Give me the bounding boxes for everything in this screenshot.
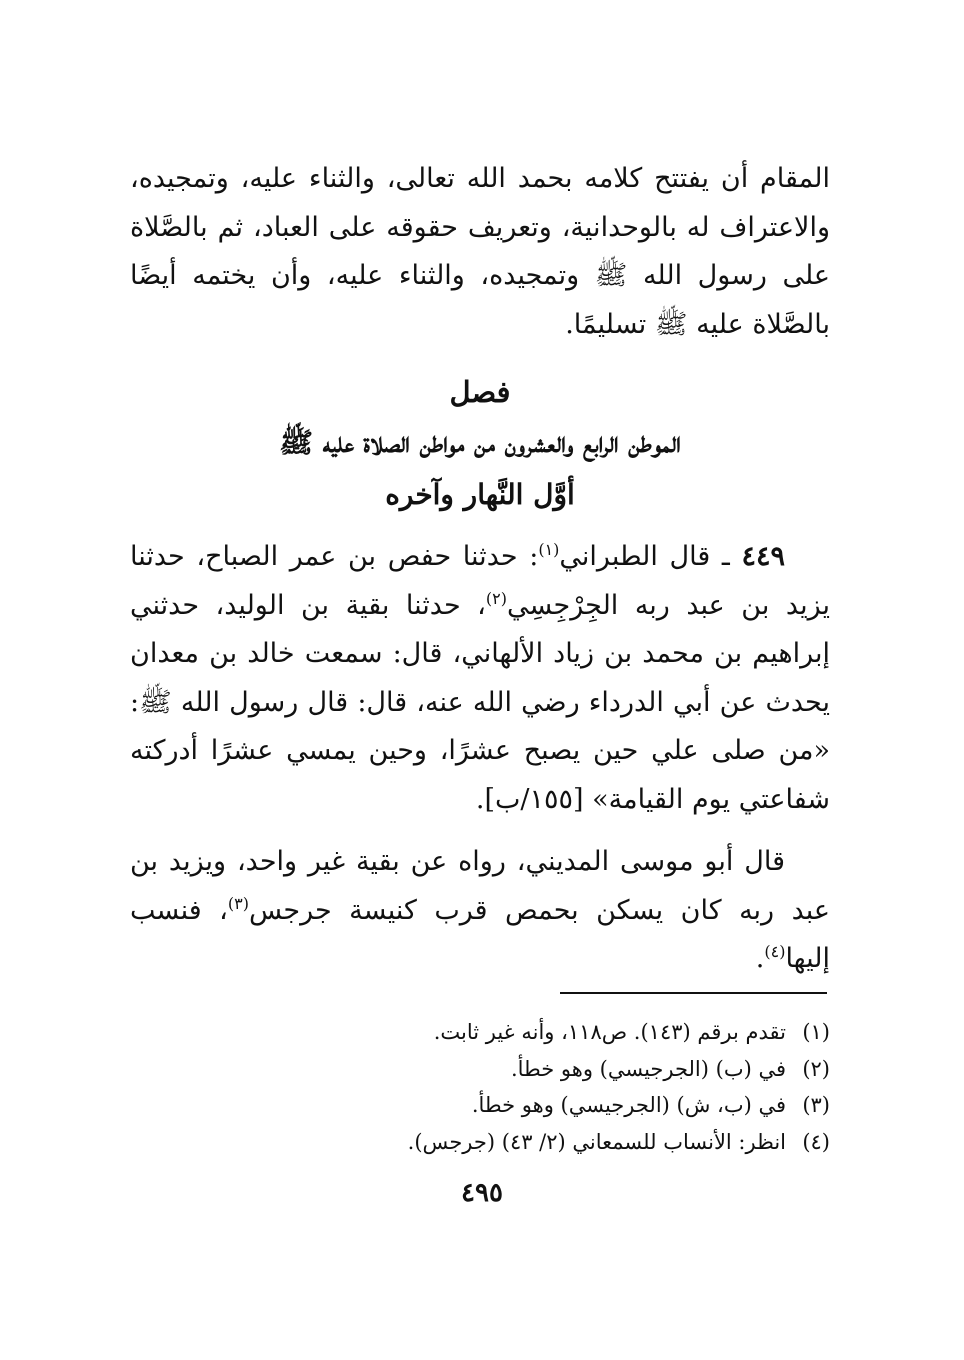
page-number: ٤٩٥ bbox=[461, 1178, 503, 1208]
footnote-ref-2[interactable]: (٢) bbox=[485, 588, 507, 608]
commentary-text-part2: ، فنسب إليها bbox=[130, 894, 830, 974]
commentary-paragraph bbox=[130, 838, 830, 984]
section-label: فصل bbox=[449, 375, 511, 409]
footnote-item bbox=[270, 1051, 830, 1088]
footnote-item bbox=[270, 1124, 830, 1161]
footnote-text: في (ب) (الجرجيسي) وهو خطأ. bbox=[510, 1056, 786, 1081]
hadith-number: ٤٤٩ bbox=[741, 541, 785, 572]
intro-paragraph: المقام أن يفتتح كلامه بحمد الله تعالى، والثناء عليه، وتمجيده، والاعتراف له بالوحدانية، وتعريف حقوقه على العباد، ثم بالصَّلاة على رسول الله ﷺ وتمجيده، والثناء عليه، وأن يختمه أيضًا بالصَّلاة عليه ﷺ تسليمًا. bbox=[130, 163, 830, 340]
footnote-item bbox=[270, 1014, 830, 1051]
footnote-number: (٣) bbox=[802, 1093, 830, 1117]
hadith-text-part2: : حدثنا حفص بن عمر الصباح، حدثنا يزيد بن عبد ربه الجِرْجِسِي bbox=[130, 541, 830, 621]
section-title-line1: الموطن الرابع والعشرون من مواطن الصلاة عليه ﷺ bbox=[279, 426, 681, 459]
footnote-number: (٤) bbox=[802, 1129, 830, 1154]
footnote-text: تقدم برقم (١٤٣). ص١١٨، وأنه غير ثابت. bbox=[433, 1020, 786, 1044]
footnote-number: (١) bbox=[802, 1020, 830, 1044]
footnotes bbox=[270, 1014, 830, 1160]
section-title-line2: أوَّل النَّهار وآخره bbox=[385, 478, 575, 511]
footnote-ref-3[interactable]: (٣) bbox=[227, 893, 249, 913]
hadith-text-part1: ـ قال الطبراني bbox=[559, 541, 742, 572]
footnote-separator bbox=[560, 992, 827, 994]
footnote-ref-4[interactable]: (٤) bbox=[764, 942, 786, 961]
footnote-number: (٢) bbox=[802, 1056, 830, 1081]
hadith-paragraph bbox=[130, 533, 830, 824]
footnote-text: في (ب، ش) (الجرجيسي) وهو خطأ. bbox=[471, 1093, 786, 1117]
commentary-text-part3: . bbox=[755, 943, 765, 974]
commentary-text-part1: قال أبو موسى المديني، رواه عن بقية غير واحد، ويزيد بن عبد ربه كان يسكن بحمص قرب كنيسة جرجس bbox=[130, 846, 831, 926]
footnote-ref-1[interactable]: (١) bbox=[538, 540, 560, 559]
footnote-text: انظر: الأنساب للسمعاني (٢/ ٤٣) (جرجس). bbox=[407, 1129, 786, 1154]
page-body bbox=[130, 155, 830, 984]
footnote-item bbox=[270, 1087, 830, 1124]
hadith-text-part3: ، حدثنا بقية بن الوليد، حدثني إبراهيم بن محمد بن زياد الألهاني، قال: سمعت خالد بن معدان يحدث عن أبي الدرداء رضي الله عنه، قال: قال رسول الله ﷺ: «من صلى علي حين يصبح عشرًا، وحين يمسي عشرًا أدركته شفاعتي يوم القيامة» [١٥٥/ب]. bbox=[130, 589, 830, 815]
